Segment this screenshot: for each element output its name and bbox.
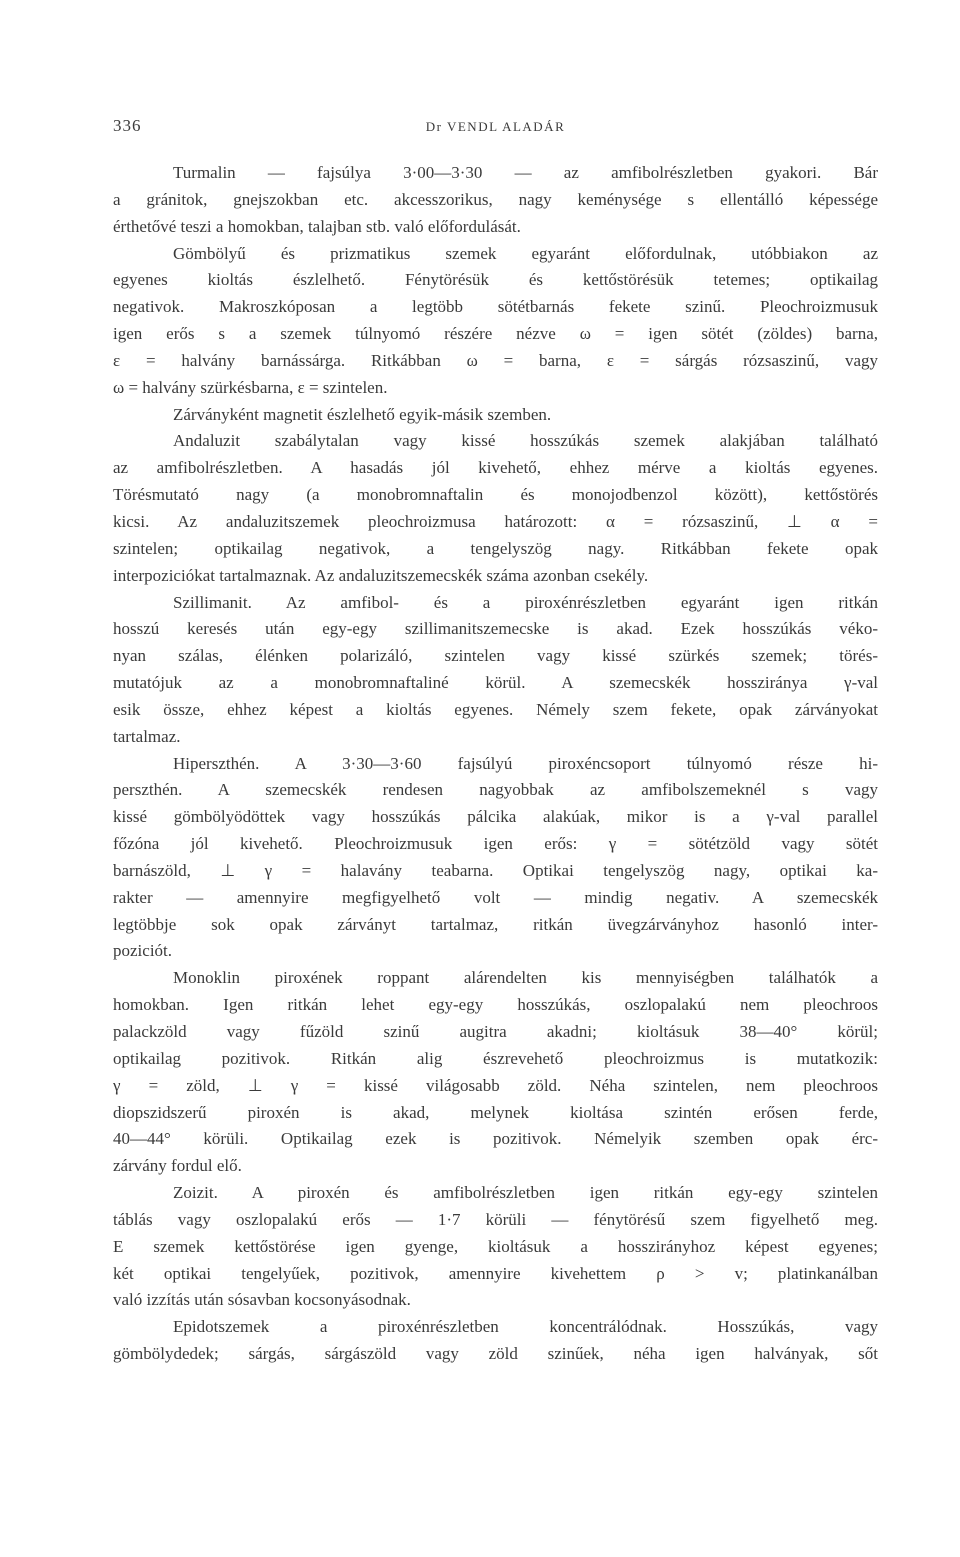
text-line: perszthén. A szemecskék rendesen nagyobbak az amfibolszemeknél s vagy [113, 780, 878, 800]
text-line: nyan szálas, élénken polarizáló, szintelen vagy kissé szürkés szemek; törés- [113, 646, 878, 666]
text-line: E szemek kettőstörése igen gyenge, kioltásuk a hosszirányhoz képest egyenes; [113, 1236, 878, 1256]
text-line: 40—44° körüli. Optikailag ezek is pozitivok. Némelyik szemben opak érc- [113, 1129, 878, 1149]
text-line: a gránitok, gnejszokban etc. akcesszorikus, nagy keménysége s ellentálló képessége [113, 189, 878, 209]
text-line: érthetővé teszi a homokban, talajban stb. való előfordulását. [113, 216, 521, 236]
text-line: táblás vagy oszlopalakú erős — 1·7 körüli — fénytörésű szem figyelhető meg. [113, 1209, 878, 1229]
text-line: γ = zöld, ⊥ γ = kissé világosabb zöld. Néha szintelen, nem pleochroos [113, 1075, 878, 1095]
text-line: kissé gömbölyödöttek vagy hosszúkás pálcika alakúak, mikor is a γ-val parallel [113, 807, 878, 827]
text-line: egyenes kioltás észlelhető. Fénytörésük és kettőstörésük tetemes; optikailag [113, 270, 878, 290]
text-line: két optikai tengelyűek, pozitivok, amennyire kivehettem ρ > v; platinkanálban [113, 1263, 878, 1283]
text-line: negativok. Makroszkóposan a legtöbb sötétbarnás fekete szinű. Pleochroizmusuk [113, 297, 878, 317]
text-line: Andaluzit szabálytalan vagy kissé hosszúkás szemek alakjában található [173, 431, 878, 451]
text-line: ω = halvány szürkésbarna, ε = szintelen. [113, 377, 388, 397]
text-line: hosszú keresés után egy-egy szillimanitszemecske is akad. Ezek hosszúkás véko- [113, 619, 878, 639]
text-line: interpoziciókat tartalmaznak. Az andaluzitszemecskék száma azonban csekély. [113, 565, 649, 585]
text-line: palackzöld vagy fűzöld szinű augitra akadni; kioltásuk 38—40° körül; [113, 1022, 878, 1041]
text-line: Gömbölyű és prizmatikus szemek egyaránt előfordulnak, utóbbiakon az [173, 243, 878, 263]
text-line: Szillimanit. Az amfibol- és a piroxénrészletben egyaránt igen ritkán [173, 592, 878, 612]
text-line: szintelen; optikailag negativok, a tengelyszög nagy. Ritkábban fekete opak [113, 538, 878, 558]
text-line: rakter — amennyire megfigyelhető volt — mindig negativ. A szemecskék [113, 887, 878, 907]
text-line: mutatójuk az a monobromnaftaliné körül. A szemecskék hosszirányа γ-val [113, 673, 878, 693]
text-line: optikailag pozitivok. Ritkán alig észrevehető pleochroizmus is mutatkozik: [113, 1048, 878, 1068]
text-line: igen erős s a szemek túlnyomó részére nézve ω = igen sötét (zöldes) barna, [113, 324, 878, 344]
text-line: főzóna jól kivehető. Pleochroizmusuk igen erős: γ = sötétzöld vagy sötét [113, 834, 878, 854]
text-line: ε = halvány barnássárga. Ritkábban ω = barna, ε = sárgás rózsaszinű, vagy [113, 350, 878, 370]
text-line: zárvány fordul elő. [113, 1156, 242, 1176]
text-line: tartalmaz. [113, 726, 181, 746]
text-line: diopszidszerű piroxén is akad, melynek kioltása szintén erősen ferde, [113, 1102, 878, 1122]
text-line: homokban. Igen ritkán lehet egy-egy hosszúkás, oszlopalakú nem pleochroos [113, 995, 878, 1015]
page-number: 336 [113, 116, 142, 135]
text-line: Hiperszthén. A 3·30—3·60 fajsúlyú piroxéncsoport túlnyomó része hi- [173, 753, 878, 773]
text-line: Zárványként magnetit észlelhető egyik-másik szemben. [173, 404, 552, 424]
text-line: Turmalin — fajsúlya 3·00—3·30 — az amfibolrészletben gyakori. Bár [173, 163, 878, 182]
text-line: az amfibolrészletben. A hasadás jól kivehető, ehhez mérve a kioltás egyenes. [113, 458, 878, 478]
text-line: legtöbbje sok opak zárványt tartalmaz, ritkán üvegzárványhoz hasonló inter- [113, 914, 878, 934]
body-text [113, 160, 878, 1368]
running-title: Dr VENDL ALADÁR [425, 119, 566, 134]
text-line: Epidotszemek a piroxénrészletben koncentrálódnak. Hosszúkás, vagy [173, 1317, 878, 1337]
text-line: való izzítás után sósavban kocsonyásodnak. [113, 1290, 411, 1310]
text-line: gömbölydedek; sárgás, sárgászöld vagy zöld szinűek, néha igen halványak, sőt [113, 1344, 878, 1364]
text-line: poziciót. [113, 941, 173, 961]
text-line: kicsi. Az andaluzitszemek pleochroizmusa határozott: α = rózsaszinű, ⊥ α = [113, 511, 878, 531]
running-head [113, 116, 878, 140]
text-line: barnászöld, ⊥ γ = halavány teabarna. Optikai tengelyszög nagy, optikai ka- [113, 860, 878, 880]
text-line: esik össze, ehhez képest a kioltás egyenes. Némely szem fekete, opak zárványokat [113, 699, 878, 719]
text-line: Törésmutató nagy (a monobromnaftalin és monojodbenzol között), kettőstörés [113, 485, 878, 505]
text-line: Zoizit. A piroxén és amfibolrészletben igen ritkán egy-egy szintelen [173, 1183, 878, 1203]
text-line: Monoklin piroxének roppant alárendelten kis mennyiségben találhatók a [173, 968, 878, 988]
